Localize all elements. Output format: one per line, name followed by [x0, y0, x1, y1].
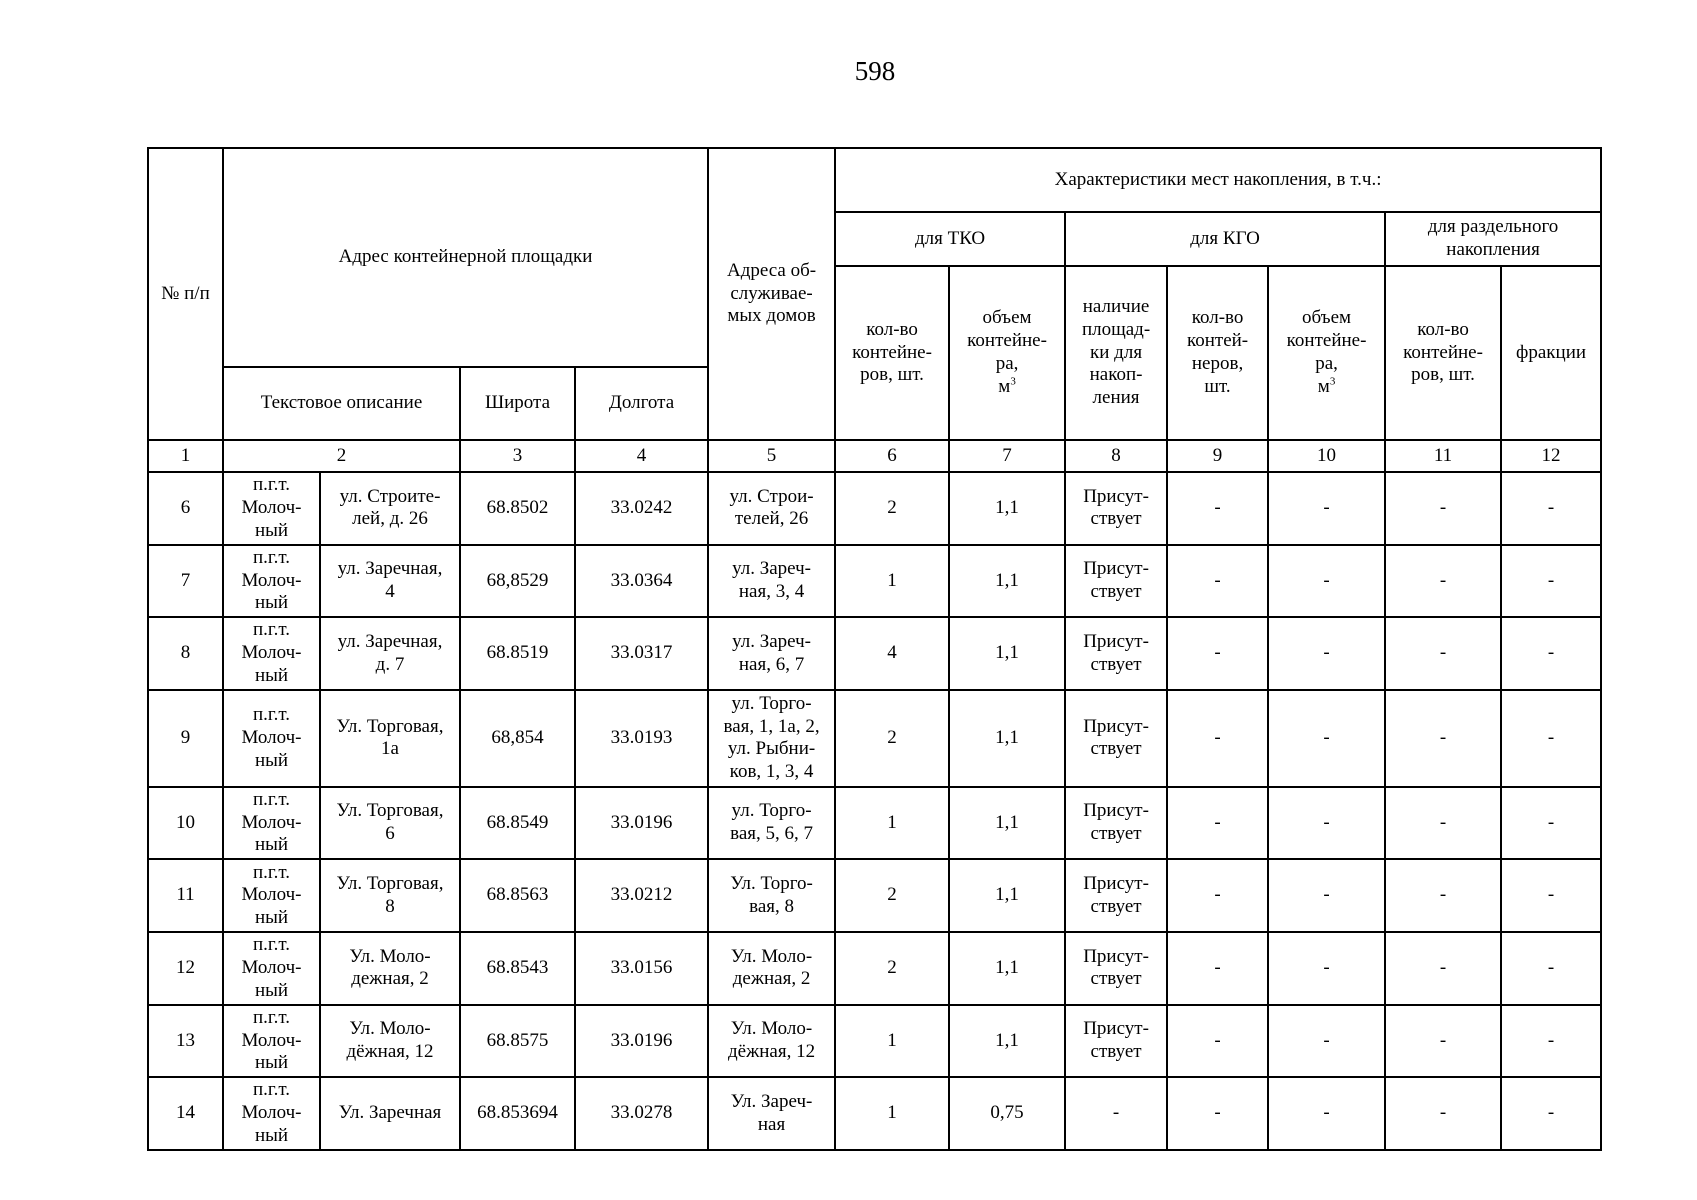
header-sep-fraction: фракции — [1501, 266, 1601, 440]
longitude-cell — [575, 690, 708, 787]
settlement: п.г.т. Молоч- ный — [241, 934, 302, 1001]
served-houses-cell — [708, 859, 835, 932]
served-houses: Ул. Моло- дёжная, 12 — [728, 1018, 816, 1062]
kgo-container-volume-cell — [1268, 932, 1385, 1005]
longitude: 33.0278 — [610, 1102, 673, 1124]
tko-container-count: 2 — [887, 496, 897, 518]
tko-container-count-cell — [835, 617, 949, 690]
latitude-cell — [460, 932, 575, 1005]
kgo-container-count-cell — [1167, 1077, 1268, 1150]
separate-container-count-cell — [1385, 690, 1501, 787]
longitude: 33.0193 — [610, 726, 673, 748]
tko-container-count-cell — [835, 545, 949, 618]
separate-container-count-cell — [1385, 1077, 1501, 1150]
row-number-cell — [148, 472, 223, 545]
longitude: 33.0317 — [610, 642, 673, 664]
latitude: 68.8543 — [486, 956, 549, 978]
served-houses-cell — [708, 617, 835, 690]
served-houses: Ул. Зареч- ная — [730, 1090, 813, 1135]
settlement: п.г.т. Молоч- ный — [241, 546, 302, 614]
tko-container-volume-cell — [949, 859, 1065, 932]
street-description: Ул. Заречная — [338, 1102, 442, 1124]
latitude: 68.8519 — [486, 642, 549, 664]
settlement: п.г.т. Молоч- ный — [241, 1079, 302, 1147]
kgo-site-presence-cell — [1065, 1005, 1167, 1078]
longitude: 33.0364 — [610, 569, 673, 591]
header-served: Адреса об- служивае- мых домов — [708, 148, 835, 440]
longitude-cell — [575, 787, 708, 860]
row-number: 10 — [176, 811, 195, 833]
table-row — [148, 545, 1601, 618]
street-description: Ул. Моло- дёжная, 12 — [346, 1018, 434, 1062]
tko-container-count: 1 — [887, 1102, 897, 1124]
tko-container-count: 2 — [887, 726, 897, 748]
kgo-container-volume-cell — [1268, 472, 1385, 545]
separate-fractions-cell — [1501, 1005, 1601, 1078]
header-kgo-volume: объем контейне- ра, $м^3$ — [1268, 266, 1385, 440]
column-number: 3 — [460, 440, 575, 472]
row-number: 9 — [180, 726, 191, 748]
kgo-site-presence-cell — [1065, 545, 1167, 618]
latitude: 68.8549 — [486, 811, 549, 833]
separate-container-count-cell — [1385, 472, 1501, 545]
longitude: 33.0196 — [610, 811, 673, 833]
kgo-container-volume-cell — [1268, 859, 1385, 932]
tko-container-count-cell — [835, 859, 949, 932]
column-number: 12 — [1501, 440, 1601, 472]
tko-container-volume-cell — [949, 472, 1065, 545]
longitude-cell — [575, 472, 708, 545]
table-row — [148, 1077, 1601, 1150]
served-houses: ул. Зареч- ная, 6, 7 — [732, 630, 812, 675]
separate-fractions-cell — [1501, 545, 1601, 618]
separate-fractions-cell — [1501, 787, 1601, 860]
tko-container-volume: 1,1 — [995, 726, 1019, 748]
latitude: 68.853694 — [477, 1102, 558, 1124]
served-houses-cell — [708, 1077, 835, 1150]
settlement-cell — [223, 859, 320, 932]
kgo-container-volume: - — [1323, 811, 1330, 833]
street-description-cell — [320, 690, 460, 787]
row-number: 7 — [180, 569, 191, 591]
separate-container-count-cell — [1385, 787, 1501, 860]
settlement: п.г.т. Молоч- ный — [241, 474, 302, 541]
kgo-site-presence-cell — [1065, 617, 1167, 690]
kgo-site-presence-cell — [1065, 787, 1167, 860]
column-number: 5 — [708, 440, 835, 472]
separate-container-count-cell — [1385, 545, 1501, 618]
separate-fractions: - — [1547, 811, 1555, 833]
street-description: Ул. Торговая, 8 — [336, 872, 444, 917]
separate-fractions-cell — [1501, 472, 1601, 545]
longitude-cell — [575, 859, 708, 932]
row-number-cell — [148, 787, 223, 860]
column-number: 1 — [148, 440, 223, 472]
served-houses: ул. Строи- телей, 26 — [729, 485, 814, 530]
kgo-container-volume: - — [1323, 496, 1330, 518]
tko-container-volume-cell — [949, 690, 1065, 787]
kgo-container-volume: - — [1323, 884, 1330, 906]
tko-container-count: 1 — [887, 811, 897, 833]
header-characteristics: Характеристики мест накопления, в т.ч.: — [835, 148, 1601, 212]
kgo-site-presence-cell — [1065, 472, 1167, 545]
kgo-container-count: - — [1214, 569, 1221, 591]
column-number: 10 — [1268, 440, 1385, 472]
kgo-site-presence: Присут- ствует — [1083, 485, 1149, 530]
longitude: 33.0156 — [610, 956, 673, 978]
settlement-cell — [223, 787, 320, 860]
kgo-container-volume-cell — [1268, 1077, 1385, 1150]
separate-container-count: - — [1439, 884, 1447, 906]
table-row — [148, 690, 1601, 787]
kgo-container-volume: - — [1323, 726, 1330, 748]
separate-container-count: - — [1439, 956, 1447, 978]
page-number: 598 — [854, 56, 896, 86]
header-tko: для ТКО — [835, 212, 1065, 266]
kgo-container-count: - — [1214, 1029, 1221, 1051]
tko-container-volume: 1,1 — [995, 884, 1019, 906]
table-row — [148, 1005, 1601, 1078]
served-houses: ул. Торго- вая, 1, 1а, 2, ул. Рыбни- ков, 1, 3, 4 — [723, 692, 820, 783]
row-number: 14 — [176, 1102, 195, 1124]
tko-container-volume-cell — [949, 1077, 1065, 1150]
latitude-cell — [460, 1077, 575, 1150]
settlement: п.г.т. Молоч- ный — [241, 788, 302, 856]
separate-fractions-cell — [1501, 1077, 1601, 1150]
kgo-container-volume-cell — [1268, 545, 1385, 618]
separate-fractions-cell — [1501, 617, 1601, 690]
kgo-container-count: - — [1214, 1102, 1221, 1124]
longitude-cell — [575, 617, 708, 690]
latitude-cell — [460, 859, 575, 932]
served-houses: ул. Торго- вая, 5, 6, 7 — [730, 800, 813, 845]
street-description: ул. Строите- лей, д. 26 — [339, 485, 441, 530]
row-number: 13 — [176, 1029, 195, 1051]
served-houses-cell — [708, 787, 835, 860]
street-description-cell — [320, 859, 460, 932]
kgo-container-count-cell — [1167, 1005, 1268, 1078]
street-description: Ул. Торговая, 1а — [336, 715, 444, 760]
settlement-cell — [223, 472, 320, 545]
street-description-cell — [320, 787, 460, 860]
separate-fractions-cell — [1501, 859, 1601, 932]
kgo-site-presence: Присут- ствует — [1083, 558, 1149, 602]
tko-container-volume-cell — [949, 1005, 1065, 1078]
container-sites-table — [147, 147, 1602, 1151]
tko-container-count-cell — [835, 1077, 949, 1150]
column-number: 4 — [575, 440, 708, 472]
row-number: 12 — [176, 956, 195, 978]
latitude-cell — [460, 472, 575, 545]
kgo-container-volume-cell — [1268, 617, 1385, 690]
latitude: 68,8529 — [486, 569, 549, 591]
kgo-site-presence: Присут- ствует — [1083, 715, 1149, 760]
street-description-cell — [320, 932, 460, 1005]
street-description-cell — [320, 617, 460, 690]
street-description-cell — [320, 1077, 460, 1150]
kgo-container-volume-cell — [1268, 690, 1385, 787]
column-number: 9 — [1167, 440, 1268, 472]
street-description-cell — [320, 1005, 460, 1078]
table-body — [148, 472, 1601, 1150]
tko-container-count-cell — [835, 472, 949, 545]
latitude-cell — [460, 545, 575, 618]
header-lon: Долгота — [575, 367, 708, 440]
separate-container-count: - — [1439, 726, 1447, 748]
separate-container-count-cell — [1385, 932, 1501, 1005]
separate-fractions: - — [1547, 956, 1555, 978]
kgo-site-presence: Присут- ствует — [1083, 945, 1149, 990]
separate-fractions: - — [1547, 496, 1555, 518]
kgo-container-count: - — [1214, 642, 1221, 664]
longitude: 33.0212 — [610, 884, 673, 906]
header-kgo-presence: наличие площад- ки для накоп- ления — [1065, 266, 1167, 440]
kgo-container-count: - — [1214, 726, 1221, 748]
kgo-container-count-cell — [1167, 617, 1268, 690]
row-number-cell — [148, 1077, 223, 1150]
tko-container-count: 1 — [887, 569, 897, 591]
settlement-cell — [223, 617, 320, 690]
longitude-cell — [575, 932, 708, 1005]
kgo-container-count-cell — [1167, 472, 1268, 545]
tko-container-volume-cell — [949, 617, 1065, 690]
street-description: Ул. Торговая, 6 — [336, 800, 444, 845]
row-number-cell — [148, 1005, 223, 1078]
tko-container-count-cell — [835, 1005, 949, 1078]
street-description-cell — [320, 545, 460, 618]
separate-fractions: - — [1547, 642, 1555, 664]
tko-container-volume: 1,1 — [995, 496, 1019, 518]
tko-container-volume: 1,1 — [995, 1029, 1019, 1051]
tko-container-volume: 1,1 — [995, 811, 1019, 833]
separate-container-count: - — [1439, 1029, 1447, 1051]
header-separate: для раздельного накопления — [1385, 212, 1601, 266]
kgo-container-volume-cell — [1268, 1005, 1385, 1078]
tko-container-count-cell — [835, 932, 949, 1005]
header-tko-volume: объем контейне- ра, $м^3$ — [949, 266, 1065, 440]
settlement: п.г.т. Молоч- ный — [241, 861, 302, 929]
latitude: 68.8502 — [486, 496, 549, 518]
kgo-container-count: - — [1214, 956, 1221, 978]
kgo-container-volume: - — [1323, 569, 1330, 591]
header-tko-count: кол-во контейне- ров, шт. — [835, 266, 949, 440]
street-description: ул. Заречная, 4 — [337, 558, 443, 602]
row-number: 8 — [180, 642, 191, 664]
header-text-desc: Текстовое описание — [223, 367, 460, 440]
kgo-container-volume: - — [1323, 1029, 1330, 1051]
kgo-site-presence-cell — [1065, 1077, 1167, 1150]
tko-container-volume: 1,1 — [995, 956, 1019, 978]
column-number-row — [148, 440, 1601, 472]
kgo-container-count-cell — [1167, 787, 1268, 860]
column-number: 8 — [1065, 440, 1167, 472]
latitude-cell — [460, 1005, 575, 1078]
latitude-cell — [460, 617, 575, 690]
longitude-cell — [575, 545, 708, 618]
tko-container-volume-cell — [949, 787, 1065, 860]
separate-container-count: - — [1439, 569, 1447, 591]
kgo-volume-superscript: 3 — [1329, 375, 1336, 388]
longitude-cell — [575, 1077, 708, 1150]
tko-container-volume: 0,75 — [990, 1102, 1024, 1124]
header-sep-count: кол-во контейне- ров, шт. — [1385, 266, 1501, 440]
served-houses: ул. Зареч- ная, 3, 4 — [732, 558, 812, 602]
tko-container-volume: 1,1 — [995, 569, 1019, 591]
kgo-site-presence-cell — [1065, 859, 1167, 932]
column-number: 6 — [835, 440, 949, 472]
kgo-container-volume-cell — [1268, 787, 1385, 860]
tko-container-volume-cell — [949, 545, 1065, 618]
row-number-cell — [148, 859, 223, 932]
column-number: 11 — [1385, 440, 1501, 472]
latitude: 68.8575 — [486, 1029, 549, 1051]
settlement-cell — [223, 1077, 320, 1150]
separate-container-count: - — [1439, 642, 1447, 664]
kgo-container-count-cell — [1167, 932, 1268, 1005]
row-number-cell — [148, 617, 223, 690]
tko-volume-superscript: 3 — [1010, 375, 1016, 388]
kgo-site-presence: Присут- ствует — [1083, 872, 1149, 917]
kgo-site-presence: Присут- ствует — [1083, 1018, 1149, 1062]
tko-container-count: 4 — [887, 642, 897, 664]
kgo-container-volume: - — [1323, 1102, 1330, 1124]
separate-container-count: - — [1439, 496, 1447, 518]
column-number: 7 — [949, 440, 1065, 472]
table-row — [148, 932, 1601, 1005]
separate-fractions: - — [1547, 1029, 1555, 1051]
settlement-cell — [223, 690, 320, 787]
kgo-container-count: - — [1214, 496, 1221, 518]
street-description: ул. Заречная, д. 7 — [337, 630, 443, 675]
kgo-site-presence: Присут- ствует — [1083, 630, 1149, 675]
longitude-cell — [575, 1005, 708, 1078]
row-number-cell — [148, 545, 223, 618]
served-houses: Ул. Торго- вая, 8 — [730, 872, 813, 917]
longitude: 33.0196 — [610, 1029, 673, 1051]
separate-container-count: - — [1439, 811, 1447, 833]
kgo-container-count: - — [1214, 884, 1221, 906]
served-houses-cell — [708, 690, 835, 787]
tko-container-count: 2 — [887, 956, 897, 978]
served-houses-cell — [708, 545, 835, 618]
settlement-cell — [223, 1005, 320, 1078]
header-address: Адрес контейнерной площадки — [223, 148, 708, 367]
served-houses-cell — [708, 472, 835, 545]
separate-fractions: - — [1547, 1102, 1555, 1124]
served-houses-cell — [708, 932, 835, 1005]
served-houses-cell — [708, 1005, 835, 1078]
table-row — [148, 787, 1601, 860]
kgo-site-presence-cell — [1065, 932, 1167, 1005]
table-row — [148, 617, 1601, 690]
separate-fractions-cell — [1501, 690, 1601, 787]
header-kgo: для КГО — [1065, 212, 1385, 266]
settlement: п.г.т. Молоч- ный — [241, 619, 302, 686]
column-number: 2 — [223, 440, 460, 472]
street-description-cell — [320, 472, 460, 545]
separate-container-count: - — [1439, 1102, 1447, 1124]
row-number: 11 — [176, 884, 195, 906]
tko-container-volume-cell — [949, 932, 1065, 1005]
row-number-cell — [148, 932, 223, 1005]
kgo-container-volume: - — [1323, 956, 1330, 978]
latitude: 68,854 — [491, 726, 544, 748]
separate-container-count-cell — [1385, 1005, 1501, 1078]
longitude: 33.0242 — [610, 496, 673, 518]
settlement: п.г.т. Молоч- ный — [241, 1006, 302, 1074]
tko-container-volume: 1,1 — [995, 642, 1019, 664]
kgo-site-presence: - — [1112, 1102, 1120, 1124]
tko-container-count: 2 — [887, 884, 897, 906]
settlement-cell — [223, 545, 320, 618]
row-number: 6 — [180, 496, 191, 518]
settlement-cell — [223, 932, 320, 1005]
separate-container-count-cell — [1385, 617, 1501, 690]
table-row — [148, 859, 1601, 932]
separate-fractions-cell — [1501, 932, 1601, 1005]
separate-fractions: - — [1547, 884, 1555, 906]
kgo-site-presence: Присут- ствует — [1083, 800, 1149, 845]
kgo-site-presence-cell — [1065, 690, 1167, 787]
row-number-cell — [148, 690, 223, 787]
kgo-container-count: - — [1214, 811, 1221, 833]
settlement: п.г.т. Молоч- ный — [241, 704, 302, 771]
separate-fractions: - — [1547, 726, 1555, 748]
header-kgo-count: кол-во контей- неров, шт. — [1167, 266, 1268, 440]
served-houses: Ул. Моло- дежная, 2 — [730, 945, 813, 990]
kgo-container-count-cell — [1167, 690, 1268, 787]
latitude: 68.8563 — [486, 884, 549, 906]
header-lat: Широта — [460, 367, 575, 440]
latitude-cell — [460, 787, 575, 860]
table-row — [148, 472, 1601, 545]
tko-container-count: 1 — [887, 1029, 897, 1051]
latitude-cell — [460, 690, 575, 787]
header-num: № п/п — [148, 148, 223, 440]
kgo-container-volume: - — [1323, 642, 1330, 664]
kgo-container-count-cell — [1167, 545, 1268, 618]
street-description: Ул. Моло- дежная, 2 — [349, 945, 431, 990]
tko-container-count-cell — [835, 787, 949, 860]
tko-container-count-cell — [835, 690, 949, 787]
separate-fractions: - — [1547, 569, 1555, 591]
kgo-container-count-cell — [1167, 859, 1268, 932]
separate-container-count-cell — [1385, 859, 1501, 932]
